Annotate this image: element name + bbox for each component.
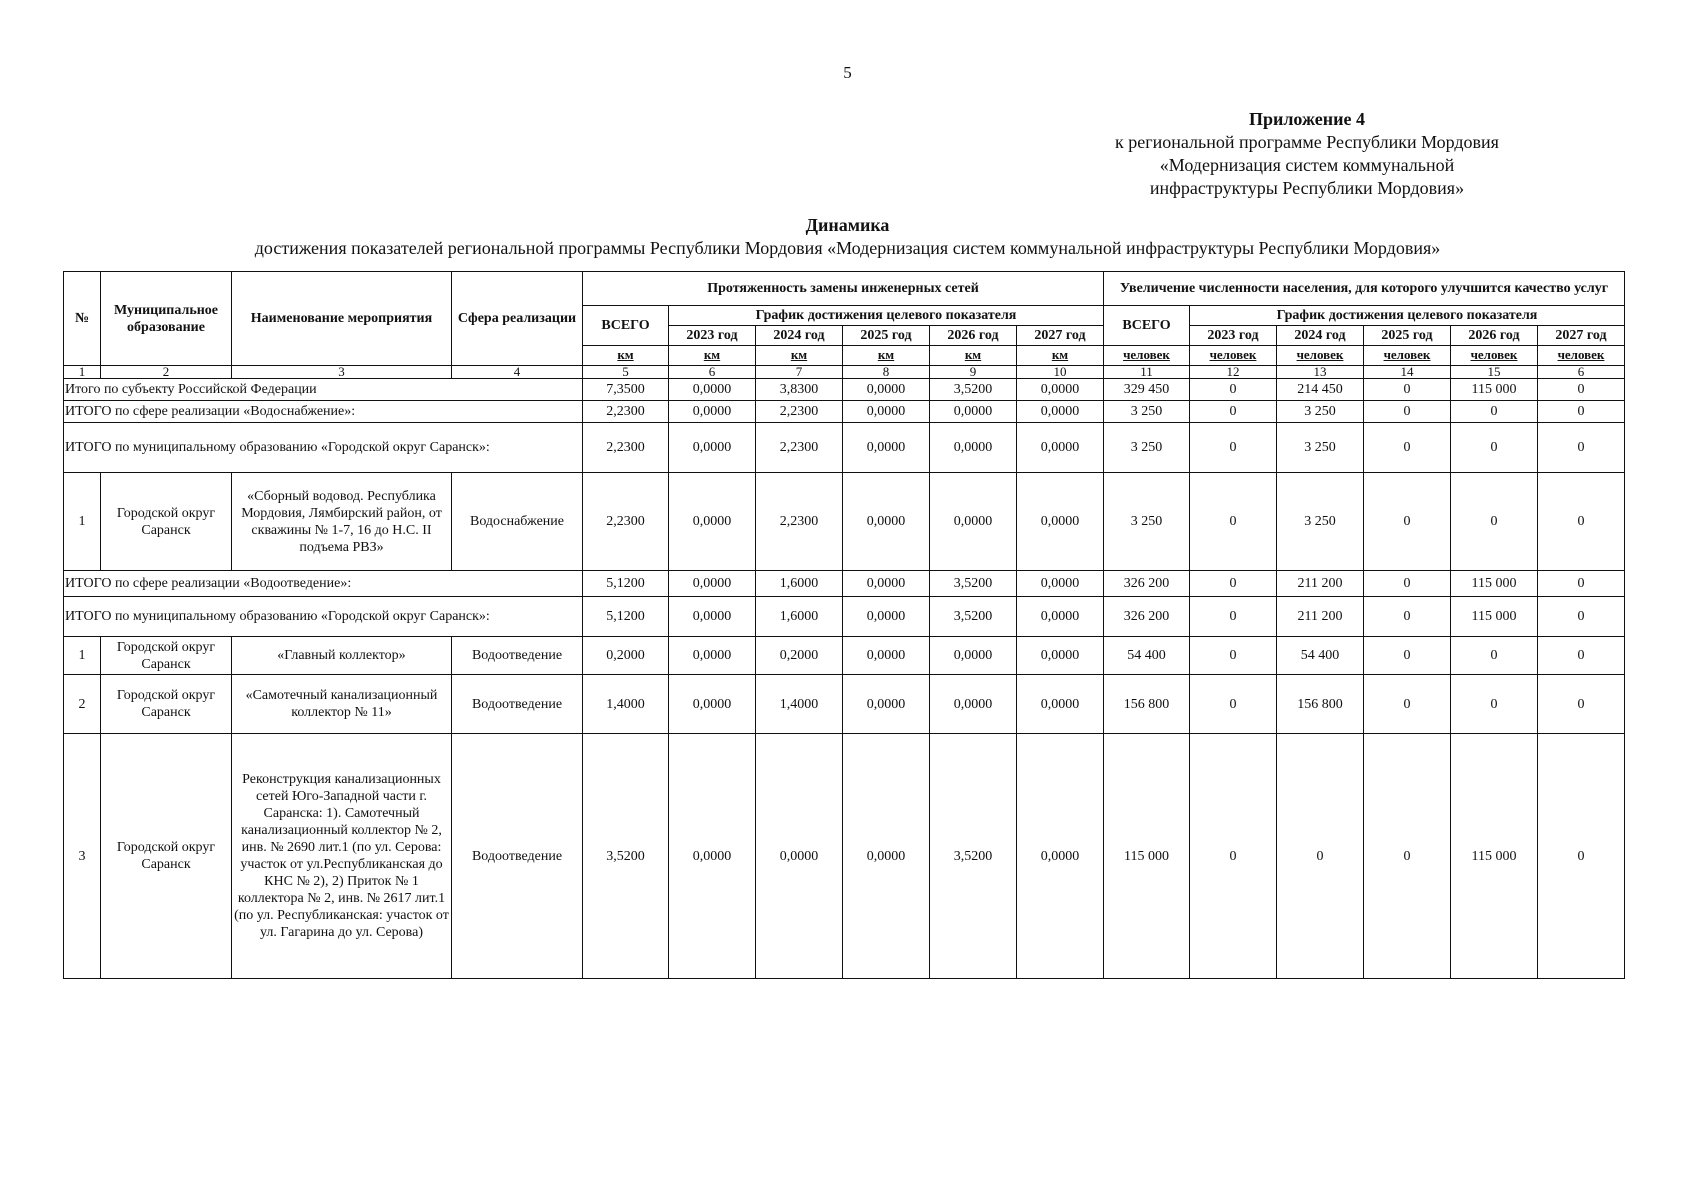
cell-value: 0 (1364, 637, 1451, 675)
row-number: 2 (64, 675, 101, 734)
table-row (64, 637, 1625, 675)
cell-value: 115 000 (1104, 734, 1190, 979)
cell-value: 0,0000 (1017, 637, 1104, 675)
heading-title: Динамика (805, 215, 890, 235)
cell-value: 0,0000 (843, 734, 930, 979)
cell-value: 0,0000 (1017, 597, 1104, 637)
unit-km: км (964, 347, 982, 362)
cell-value: 211 200 (1277, 571, 1364, 597)
cell-value: 0,2000 (756, 637, 843, 675)
unit-people: человек (1383, 347, 1431, 362)
table-row-total-water-supply (64, 401, 1625, 423)
cell-value: 3,5200 (930, 571, 1017, 597)
cell-value: 0 (1538, 571, 1625, 597)
cell-value: 0,0000 (930, 637, 1017, 675)
row-sphere: Водоснабжение (452, 473, 583, 571)
cell-value: 7,3500 (583, 379, 669, 401)
row-municipality: Городской округ Саранск (101, 675, 232, 734)
column-number: 13 (1277, 366, 1364, 379)
cell-value: 3 250 (1277, 401, 1364, 423)
cell-value: 1,6000 (756, 571, 843, 597)
header-year: 2026 год (1451, 326, 1538, 346)
table-row-total-subject (64, 379, 1625, 401)
unit-people: человек (1557, 347, 1605, 362)
header-total-km: ВСЕГО (583, 306, 669, 346)
row-label: ИТОГО по муниципальному образованию «Городской округ Саранск»: (64, 423, 583, 473)
cell-value: 0,0000 (756, 734, 843, 979)
cell-value: 3 250 (1104, 473, 1190, 571)
cell-value: 0 (1451, 423, 1538, 473)
cell-value: 3,5200 (930, 597, 1017, 637)
cell-value: 0,0000 (669, 401, 756, 423)
column-number: 15 (1451, 366, 1538, 379)
unit-people: человек (1209, 347, 1257, 362)
cell-value: 0,0000 (1017, 401, 1104, 423)
cell-value: 1,4000 (756, 675, 843, 734)
row-event-name: «Сборный водовод. Республика Мордовия, Лямбирский район, от скважины № 1-7, 16 до Н.С. II подъема РВЗ» (232, 473, 452, 571)
header-year: 2026 год (930, 326, 1017, 346)
column-number: 6 (669, 366, 756, 379)
cell-value: 0 (1538, 423, 1625, 473)
column-number: 7 (756, 366, 843, 379)
column-number: 1 (64, 366, 101, 379)
column-number: 14 (1364, 366, 1451, 379)
cell-value: 0,0000 (843, 571, 930, 597)
cell-value: 0,0000 (669, 379, 756, 401)
column-number: 9 (930, 366, 1017, 379)
appendix-line: к региональной программе Республики Мордовия (1115, 132, 1499, 152)
unit-km: км (703, 347, 721, 362)
indicators-table (63, 271, 1625, 979)
row-municipality: Городской округ Саранск (101, 734, 232, 979)
cell-value: 3 250 (1104, 401, 1190, 423)
column-number: 12 (1190, 366, 1277, 379)
cell-value: 0,0000 (843, 675, 930, 734)
cell-value: 0 (1538, 401, 1625, 423)
cell-value: 0,0000 (843, 423, 930, 473)
unit-people: человек (1470, 347, 1518, 362)
cell-value: 1,4000 (583, 675, 669, 734)
cell-value: 0,0000 (1017, 423, 1104, 473)
row-event-name: Реконструкция канализационных сетей Юго-Западной части г. Саранска: 1). Самотечный канализационный коллектор № 2, инв. № 2690 лит.1 (по ул. Серова: участок от ул.Республиканская до КНС № 2), 2) Приток № 1 коллектора № 2, инв. № 2617 лит.1 (по ул. Республиканская: участок от ул. Гагарина до ул. Серова) (232, 734, 452, 979)
cell-value: 0,0000 (843, 597, 930, 637)
table-row (64, 675, 1625, 734)
cell-value: 156 800 (1104, 675, 1190, 734)
column-number: 6 (1538, 366, 1625, 379)
header-schedule-people: График достижения целевого показателя (1190, 306, 1625, 326)
header-total-people: ВСЕГО (1104, 306, 1190, 346)
appendix-line: «Модернизация систем коммунальной (1159, 155, 1455, 175)
cell-value: 0,0000 (669, 637, 756, 675)
cell-value: 3 250 (1277, 473, 1364, 571)
cell-value: 0 (1190, 379, 1277, 401)
header-year: 2024 год (1277, 326, 1364, 346)
cell-value: 0,0000 (669, 734, 756, 979)
cell-value: 0 (1277, 734, 1364, 979)
unit-km: км (617, 347, 634, 362)
row-event-name: «Главный коллектор» (232, 637, 452, 675)
row-number: 3 (64, 734, 101, 979)
cell-value: 1,6000 (756, 597, 843, 637)
cell-value: 0 (1364, 473, 1451, 571)
cell-value: 0 (1538, 473, 1625, 571)
cell-value: 0 (1364, 401, 1451, 423)
header-year: 2027 год (1017, 326, 1104, 346)
cell-value: 3 250 (1277, 423, 1364, 473)
cell-value: 0,0000 (669, 597, 756, 637)
header-year: 2024 год (756, 326, 843, 346)
cell-value: 0 (1364, 379, 1451, 401)
cell-value: 2,2300 (583, 473, 669, 571)
cell-value: 329 450 (1104, 379, 1190, 401)
header-year: 2025 год (843, 326, 930, 346)
cell-value: 0 (1190, 423, 1277, 473)
cell-value: 0 (1451, 473, 1538, 571)
cell-value: 3,5200 (583, 734, 669, 979)
cell-value: 54 400 (1277, 637, 1364, 675)
appendix-block (1047, 108, 1567, 200)
cell-value: 0,0000 (1017, 675, 1104, 734)
indicators-table-wrapper (63, 271, 1625, 979)
column-number: 10 (1017, 366, 1104, 379)
cell-value: 0 (1190, 571, 1277, 597)
cell-value: 2,2300 (583, 423, 669, 473)
cell-value: 115 000 (1451, 379, 1538, 401)
cell-value: 3 250 (1104, 423, 1190, 473)
column-number: 8 (843, 366, 930, 379)
cell-value: 0 (1538, 734, 1625, 979)
cell-value: 0,0000 (1017, 571, 1104, 597)
cell-value: 115 000 (1451, 571, 1538, 597)
column-number: 5 (583, 366, 669, 379)
cell-value: 5,1200 (583, 597, 669, 637)
cell-value: 0 (1190, 734, 1277, 979)
cell-value: 115 000 (1451, 734, 1538, 979)
cell-value: 0,0000 (843, 379, 930, 401)
row-label: ИТОГО по сфере реализации «Водоснабжение»: (64, 401, 583, 423)
unit-people: человек (1123, 347, 1170, 362)
column-number: 4 (452, 366, 583, 379)
header-year: 2023 год (1190, 326, 1277, 346)
cell-value: 156 800 (1277, 675, 1364, 734)
row-label: ИТОГО по муниципальному образованию «Городской округ Саранск»: (64, 597, 583, 637)
cell-value: 0,0000 (930, 473, 1017, 571)
cell-value: 0 (1538, 597, 1625, 637)
cell-value: 0 (1364, 571, 1451, 597)
cell-value: 0 (1190, 597, 1277, 637)
cell-value: 0,0000 (1017, 734, 1104, 979)
header-network-length: Протяженность замены инженерных сетей (583, 272, 1104, 306)
cell-value: 0,0000 (930, 423, 1017, 473)
row-sphere: Водоотведение (452, 734, 583, 979)
cell-value: 0 (1451, 675, 1538, 734)
header-schedule-km: График достижения целевого показателя (669, 306, 1104, 326)
unit-km: км (790, 347, 808, 362)
cell-value: 0 (1538, 379, 1625, 401)
row-municipality: Городской округ Саранск (101, 473, 232, 571)
cell-value: 0 (1364, 423, 1451, 473)
row-label: Итого по субъекту Российской Федерации (64, 379, 583, 401)
cell-value: 326 200 (1104, 597, 1190, 637)
cell-value: 0 (1538, 637, 1625, 675)
header-population: Увеличение численности населения, для которого улучшится качество услуг (1104, 272, 1625, 306)
cell-value: 2,2300 (583, 401, 669, 423)
cell-value: 0,0000 (669, 473, 756, 571)
page-number: 5 (843, 63, 852, 82)
cell-value: 0,0000 (669, 423, 756, 473)
header-event-name: Наименование мероприятия (232, 272, 452, 366)
document-heading (0, 214, 1695, 260)
column-number: 3 (232, 366, 452, 379)
row-sphere: Водоотведение (452, 637, 583, 675)
heading-subtitle: достижения показателей региональной программы Республики Мордовия «Модернизация систем коммунальной инфраструктуры Республики Мордовия» (254, 238, 1441, 258)
cell-value: 0,0000 (843, 637, 930, 675)
appendix-line: инфраструктуры Республики Мордовия» (1149, 178, 1465, 198)
header-year: 2023 год (669, 326, 756, 346)
header-year: 2027 год (1538, 326, 1625, 346)
unit-people: человек (1296, 347, 1344, 362)
cell-value: 3,8300 (756, 379, 843, 401)
cell-value: 0,0000 (843, 401, 930, 423)
cell-value: 0 (1190, 637, 1277, 675)
row-label: ИТОГО по сфере реализации «Водоотведение»: (64, 571, 583, 597)
table-row (64, 473, 1625, 571)
cell-value: 0 (1364, 675, 1451, 734)
cell-value: 0 (1451, 401, 1538, 423)
cell-value: 115 000 (1451, 597, 1538, 637)
row-municipality: Городской округ Саранск (101, 637, 232, 675)
cell-value: 0,0000 (1017, 379, 1104, 401)
header-no: № (64, 272, 101, 366)
cell-value: 2,2300 (756, 401, 843, 423)
cell-value: 211 200 (1277, 597, 1364, 637)
cell-value: 0 (1364, 597, 1451, 637)
cell-value: 0 (1364, 734, 1451, 979)
cell-value: 3,5200 (930, 379, 1017, 401)
cell-value: 0,0000 (669, 675, 756, 734)
cell-value: 2,2300 (756, 473, 843, 571)
row-number: 1 (64, 637, 101, 675)
table-row-total-municipality (64, 597, 1625, 637)
cell-value: 0 (1190, 401, 1277, 423)
cell-value: 0,2000 (583, 637, 669, 675)
header-municipality: Муниципальное образование (101, 272, 232, 366)
row-event-name: «Самотечный канализационный коллектор № 11» (232, 675, 452, 734)
table-row-total-wastewater (64, 571, 1625, 597)
column-number: 2 (101, 366, 232, 379)
unit-km: км (877, 347, 895, 362)
row-sphere: Водоотведение (452, 675, 583, 734)
cell-value: 0 (1190, 675, 1277, 734)
cell-value: 5,1200 (583, 571, 669, 597)
cell-value: 3,5200 (930, 734, 1017, 979)
cell-value: 0 (1538, 675, 1625, 734)
cell-value: 0,0000 (669, 571, 756, 597)
cell-value: 214 450 (1277, 379, 1364, 401)
table-row-total-municipality (64, 423, 1625, 473)
header-sphere: Сфера реализации (452, 272, 583, 366)
cell-value: 326 200 (1104, 571, 1190, 597)
cell-value: 54 400 (1104, 637, 1190, 675)
column-number: 11 (1104, 366, 1190, 379)
cell-value: 2,2300 (756, 423, 843, 473)
cell-value: 0 (1190, 473, 1277, 571)
table-row (64, 734, 1625, 979)
cell-value: 0,0000 (1017, 473, 1104, 571)
cell-value: 0,0000 (843, 473, 930, 571)
row-number: 1 (64, 473, 101, 571)
appendix-title: Приложение 4 (1248, 109, 1366, 129)
cell-value: 0,0000 (930, 675, 1017, 734)
cell-value: 0,0000 (930, 401, 1017, 423)
header-year: 2025 год (1364, 326, 1451, 346)
cell-value: 0 (1451, 637, 1538, 675)
unit-km: км (1051, 347, 1069, 362)
